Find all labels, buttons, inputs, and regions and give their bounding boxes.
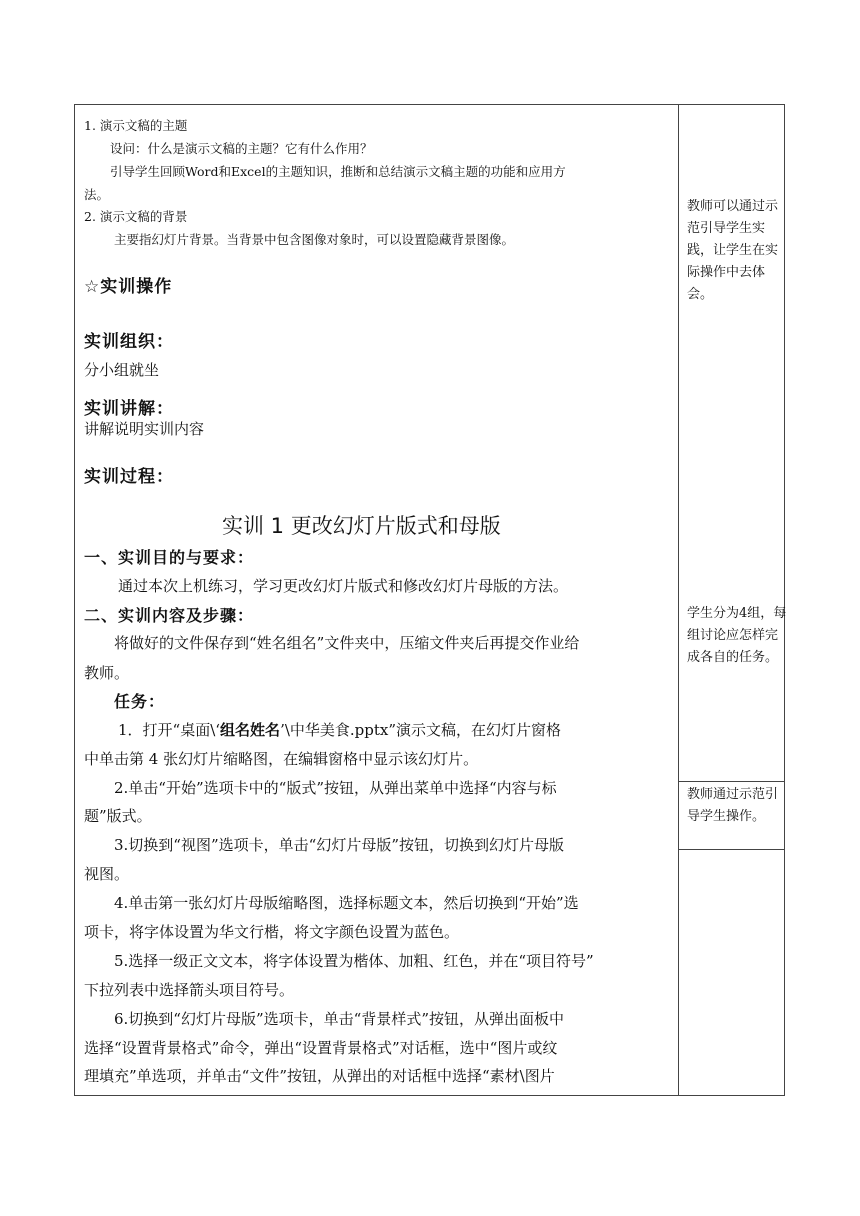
intro-item1-guide-line1: 引导学生回顾Word和Excel的主题知识，推断和总结演示文稿主题的功能和应用方 <box>110 164 566 179</box>
step3-line1: 3.切换到“视图”选项卡，单击“幻灯片母版”按钮，切换到幻灯片母版 <box>114 836 564 854</box>
column-divider <box>678 104 679 1096</box>
intro-item2-desc: 主要指幻灯片背景。当背景中包含图像对象时，可以设置隐藏背景图像。 <box>114 232 515 247</box>
student-note: 学生分为4组，每组讨论应怎样完成各自的任务。 <box>687 606 787 665</box>
org-heading: 实训组织： <box>84 332 174 352</box>
teacher-note-2: 教师通过示范引导学生操作。 <box>687 787 779 824</box>
sec1-heading: 一、实训目的与要求： <box>84 548 255 567</box>
intro-item2-title: 2. 演示文稿的背景 <box>84 209 188 224</box>
step5-line1: 5.选择一级正文文本，将字体设置为楷体、加粗、红色，并在“项目符号” <box>114 952 594 970</box>
task-heading: 任务： <box>114 692 166 711</box>
intro-item1-title: 1. 演示文稿的主题 <box>84 118 188 133</box>
step3-line2: 视图。 <box>84 865 130 883</box>
intro-item1-question: 设问：什么是演示文稿的主题？它有什么作用？ <box>110 141 373 156</box>
intro-item1-guide-line2: 法。 <box>84 187 110 202</box>
step4-line2: 项卡，将字体设置为华文行楷，将文字颜色设置为蓝色。 <box>84 923 460 941</box>
step2-line1: 2.单击“开始”选项卡中的“版式”按钮，从弹出菜单中选择“内容与标 <box>114 779 557 797</box>
step4-line1: 4.单击第一张幻灯片母版缩略图，选择标题文本，然后切换到“开始”选 <box>114 894 579 912</box>
notes-divider-bottom <box>678 849 785 850</box>
org-text: 分小组就坐 <box>84 361 160 379</box>
sec2-text-line2: 教师。 <box>84 664 130 682</box>
teacher-note-1: 教师可以通过示范引导学生实践，让学生在实际操作中去体会。 <box>687 199 779 302</box>
explain-text: 讲解说明实训内容 <box>84 420 205 438</box>
step1-line2: 中单击第 4 张幻灯片缩略图，在编辑窗格中显示该幻灯片。 <box>84 750 479 768</box>
sec2-text-line1: 将做好的文件保存到“姓名组名”文件夹中，压缩文件夹后再提交作业给 <box>114 634 580 652</box>
training-title: 实训 1 更改幻灯片版式和母版 <box>222 514 501 538</box>
step1-line1: 1．打开“桌面\‘组名姓名’\中华美食.pptx”演示文稿，在幻灯片窗格 <box>118 721 562 739</box>
step6-line2: 选择“设置背景格式”命令，弹出“设置背景格式”对话框，选中“图片或纹 <box>84 1039 558 1057</box>
notes-divider-top <box>678 781 785 782</box>
step6-line1: 6.切换到“幻灯片母版”选项卡，单击“背景样式”按钮，从弹出面板中 <box>114 1010 564 1028</box>
step6-line3: 理填充”单选项，并单击“文件”按钮，从弹出的对话框中选择“素材\图片 <box>84 1067 555 1085</box>
sec1-text: 通过本次上机练习，学习更改幻灯片版式和修改幻灯片母版的方法。 <box>118 577 569 595</box>
explain-heading: 实训讲解： <box>84 399 174 419</box>
sec2-heading: 二、实训内容及步骤： <box>84 606 255 625</box>
step5-line2: 下拉列表中选择箭头项目符号。 <box>84 981 295 999</box>
process-heading: 实训过程： <box>84 467 174 487</box>
step2-line2: 题”版式。 <box>84 807 152 825</box>
practice-heading: ☆实训操作 <box>84 277 173 297</box>
